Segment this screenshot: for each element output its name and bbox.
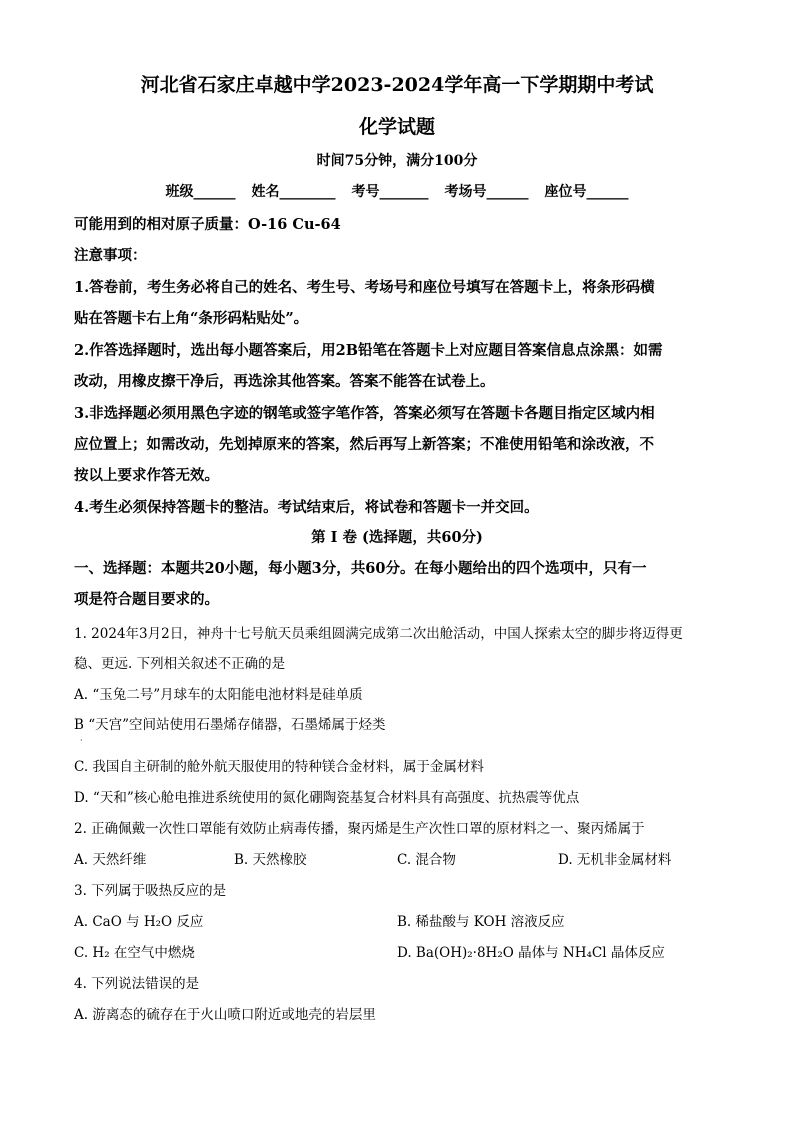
q4-option-a: A. 游离态的硫存在于火山喷口附近或地壳的岩层里 bbox=[74, 1007, 376, 1023]
q2-option-d: D. 无机非金属材料 bbox=[558, 852, 672, 868]
q1-option-a: A. “玉兔二号”月球车的太阳能电池材料是硅单质 bbox=[74, 687, 363, 703]
stray-mark: · bbox=[80, 736, 83, 745]
notice-line: 2.作答选择题时，选出每小题答案后，用2B铅笔在答题卡上对应题目答案信息点涂黑：如需 bbox=[74, 342, 663, 359]
section-instructions: 一、选择题：本题共20小题，每小题3分，共60分。在每小题给出的四个选项中，只有一 bbox=[74, 560, 647, 577]
section-instructions: 项是符合题目要求的。 bbox=[74, 591, 219, 608]
notice-heading: 注意事项： bbox=[74, 247, 147, 264]
q2-option-b: B. 天然橡胶 bbox=[234, 852, 307, 868]
student-info-fields bbox=[0, 181, 794, 201]
field-student-no-label: 考号 bbox=[351, 184, 380, 200]
field-student-no-blank: _______ bbox=[379, 184, 429, 200]
notice-line: 贴在答题卡右上角“条形码粘贴处”。 bbox=[74, 310, 309, 327]
notice-line: 4.考生必须保持答题卡的整洁。考试结束后，将试卷和答题卡一并交回。 bbox=[74, 499, 539, 516]
q2-option-c: C. 混合物 bbox=[397, 852, 456, 868]
field-name-blank: ________ bbox=[279, 184, 336, 200]
field-seat-no-label: 座位号 bbox=[544, 184, 587, 200]
field-name bbox=[252, 181, 336, 201]
q1-option-b: B “天宫”空间站使用石墨烯存储器，石墨烯属于烃类 bbox=[74, 717, 386, 733]
notice-line: 改动，用橡皮擦干净后，再选涂其他答案。答案不能答在试卷上。 bbox=[74, 373, 495, 390]
q3-option-d: D. Ba(OH)₂·8H₂O 晶体与 NH₄Cl 晶体反应 bbox=[397, 945, 665, 961]
field-room-no-label: 考场号 bbox=[444, 184, 487, 200]
notice-line: 按以上要求作答无效。 bbox=[74, 467, 219, 484]
q3-option-a: A. CaO 与 H₂O 反应 bbox=[74, 914, 204, 930]
q4-stem: 4. 下列说法错误的是 bbox=[74, 976, 200, 992]
field-room-no bbox=[445, 181, 529, 201]
exam-subtitle: 化学试题 bbox=[358, 116, 435, 138]
q1-option-c: C. 我国自主研制的舱外航天服使用的特种镁合金材料，属于金属材料 bbox=[74, 759, 484, 775]
field-seat-no bbox=[545, 181, 629, 201]
notice-line: 应位置上；如需改动，先划掉原来的答案，然后再写上新答案；不准使用铅笔和涂改液，不 bbox=[74, 436, 654, 453]
notice-line: 1.答卷前，考生务必将自己的姓名、考生号、考场号和座位号填写在答题卡上，将条形码横 bbox=[74, 279, 655, 296]
field-class-blank: ______ bbox=[193, 184, 236, 200]
notice-line: 3.非选择题必须用黑色字迹的钢笔或签字笔作答，答案必须写在答题卡各题目指定区域内相 bbox=[74, 405, 655, 422]
field-class-label: 班级 bbox=[165, 184, 194, 200]
q2-option-a: A. 天然纤维 bbox=[74, 852, 147, 868]
q3-option-c: C. H₂ 在空气中燃烧 bbox=[74, 945, 195, 961]
section-title: 第 I 卷 (选择题，共60分) bbox=[311, 529, 483, 546]
q2-stem: 2. 正确佩戴一次性口罩能有效防止病毒传播，聚丙烯是生产次性口罩的原材料之一、聚丙烯属于 bbox=[74, 821, 645, 837]
q1-option-d: D. “天和”核心舱电推进系统使用的氮化硼陶瓷基复合材料具有高强度、抗热震等优点 bbox=[74, 790, 580, 806]
field-seat-no-blank: ______ bbox=[586, 184, 629, 200]
q3-option-b: B. 稀盐酸与 KOH 溶液反应 bbox=[397, 914, 565, 930]
q1-stem: 稳、更远. 下列相关叙述不正确的是 bbox=[74, 656, 286, 672]
field-room-no-blank: ______ bbox=[486, 184, 529, 200]
exam-title: 河北省石家庄卓越中学2023-2024学年高一下学期期中考试 bbox=[140, 74, 654, 96]
field-student-no bbox=[352, 181, 429, 201]
time-info: 时间75分钟，满分100分 bbox=[316, 153, 478, 169]
atomic-mass-info: 可能用到的相对原子质量：O-16 Cu-64 bbox=[74, 216, 341, 233]
q1-stem: 1. 2024年3月2日，神舟十七号航天员乘组圆满完成第二次出舱活动，中国人探索太空的脚步将迈得更 bbox=[74, 626, 683, 642]
field-class bbox=[166, 181, 236, 201]
field-name-label: 姓名 bbox=[251, 184, 280, 200]
q3-stem: 3. 下列属于吸热反应的是 bbox=[74, 883, 227, 899]
